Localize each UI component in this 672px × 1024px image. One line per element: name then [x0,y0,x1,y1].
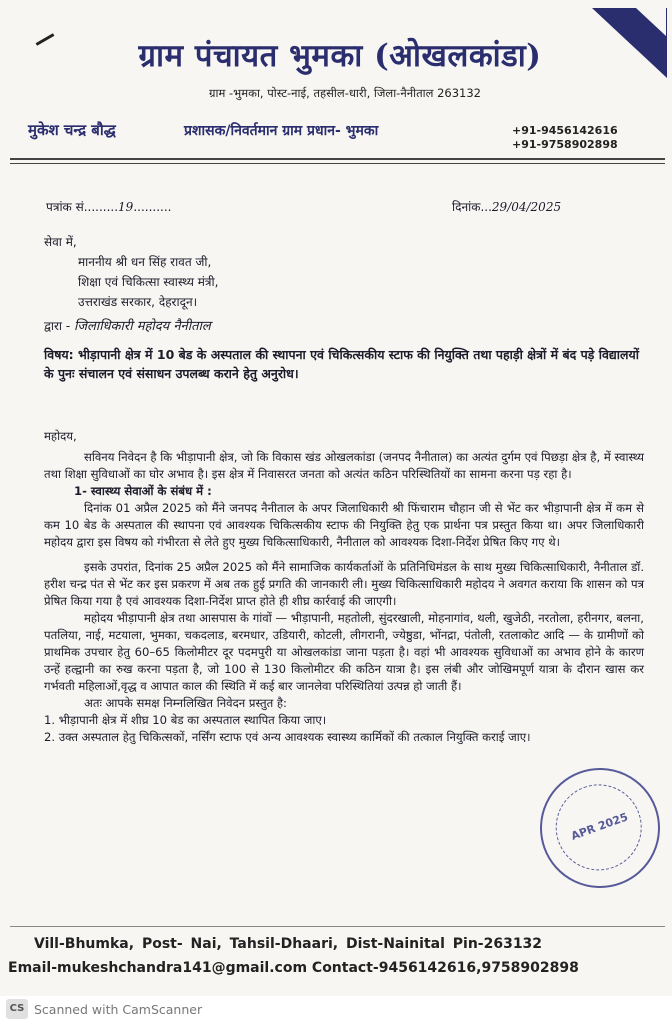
header-divider-top [10,158,665,160]
admin-role: प्रशासक/निवर्तमान ग्राम प्रधान- भुमका [184,123,379,139]
letterhead-address: ग्राम -भुमका, पोस्ट-नाई, तहसील-धारी, जिला-नैनीताल 263132 [209,86,481,100]
letterhead-title: ग्राम पंचायत भुमका (ओखलकांडा) [138,38,542,74]
via-handwritten: जिलाधिकारी महोदय नैनीताल [74,319,211,334]
via-line [44,316,211,334]
reference-number [46,198,171,215]
camscanner-icon: CS [6,999,28,1019]
recipient-line-2: शिक्षा एवं चिकित्सा स्वास्थ्य मंत्री, [78,275,219,289]
footer-divider [10,926,665,927]
phone-numbers [512,124,618,152]
paragraph-5: अतः आपके समक्ष निम्नलिखित निवेदन प्रस्तुत है: [84,696,287,710]
request-item-2: 2. उक्त अस्पताल हेतु चिकित्सकों, नर्सिंग स्टाफ एवं अन्य आवश्यक स्वास्थ्य कार्मिकों की तत्काल नियुक्ति कराई जाए। [44,730,531,744]
scanner-watermark-text: Scanned with CamScanner [34,1002,203,1017]
paragraph-4: महोदय भीड़ापानी क्षेत्र तथा आसपास के गांवों — भीड़ापानी, महतोली, सुंदरखाली, मोहनागांव, थली, खुजेठी, नरतोला, हरीनगर, बलना, पतलिया, नाई, मटयाला, भुमका, चकदलाड, बरमधार, उडियारी, कोटली, लीगरानी, ज्येष्ठुडा, भोंनद्रा, पंतोली, रतलाकोट आदि — के ग्रामीणों को प्राथमिक उपचार हेतु 60–65 किलोमीटर दूर पदमपुरी या ओखलकांडा जाना पड़ता है। वहां भी आवश्यक सुविधाओं का अभाव होने के कारण उन्हें हल्द्वानी का रुख करना पड़ता है, जो 100 से 130 किलोमीटर की कठिन यात्रा है। इस लंबी और जोखिमपूर्ण यात्रा के दौरान खास कर गर्भवती महिलाओं,वृद्ध व आपात काल की स्थिति में कई बार जानलेवा परिस्थितियां उत्पन्न हो जाती हैं। [44,611,644,693]
paragraph-1: सविनय निवेदन है कि भीड़ापानी क्षेत्र, जो कि विकास खंड ओखलकांडा (जनपद नैनीताल) का अत्यंत दुर्गम एवं पिछड़ा क्षेत्र है, में स्वास्थ्य तथा शिक्षा सुविधाओं का घोर अभाव है। इस क्षेत्र में निवासरत जनता को अत्यंत कठिन परिस्थितियों का सामना करना पड़ रहा है। [44,450,644,481]
corner-decoration [36,33,55,46]
phone-2: +91-9758902898 [512,138,618,151]
to-label: सेवा में, [44,235,77,249]
ref-label: पत्रांक सं......... [46,200,119,214]
ref-dots: .......... [133,200,172,214]
paragraph-3: इसके उपरांत, दिनांक 25 अप्रैल 2025 को मैंने सामाजिक कार्यकर्ताओं के प्रतिनिधिमंडल के साथ मुख्य चिकित्साधिकारी, नैनीताल डॉ. हरीश चन्द्र पंत से भेंट कर इस प्रकरण में अब तक हुई प्रगति की जानकारी ली। मुख्य चिकित्साधिकारी महोदय ने अवगत कराया कि शासन को पत्र प्रेषित किया गया है एवं आवश्यक दिशा-निर्देश प्राप्त होते ही शीघ्र कार्रवाई की जाएगी। [44,560,644,608]
phone-1: +91-9456142616 [512,124,618,137]
recipient-line-1: माननीय श्री धन सिंह रावत जी, [78,255,212,269]
paragraph-2: दिनांक 01 अप्रैल 2025 को मैंने जनपद नैनीताल के अपर जिलाधिकारी श्री फिंचाराम चौहान जी से भेंट कर भीड़ापानी क्षेत्र में कम से कम 10 बेड के अस्पताल की स्थापना एवं आवश्यक चिकित्सकीय स्टाफ की नियुक्ति हेतु एक प्रार्थना पत्र प्रस्तुत किया था। अपर जिलाधिकारी महोदय द्वारा इस विषय को गंभीरता से लेते हुए मुख्य चिकित्साधिकारी, नैनीताल को आवश्यक दिशा-निर्देश प्रेषित किए गए थे। [44,501,644,549]
ref-value: 19 [118,200,134,214]
section-heading-health: 1- स्वास्थ्य सेवाओं के संबंध में : [74,484,212,498]
header-divider-bottom [10,163,665,164]
letter-date [452,198,561,215]
received-stamp [523,751,672,905]
salutation: महोदय, [44,429,77,443]
stamp-text: APR 2025 [569,810,630,843]
footer-address: Vill-Bhumka, Post- Nai, Tahsil-Dhaari, Dist-Nainital Pin-263132 [34,936,543,952]
subject-line: विषय: भीड़ापानी क्षेत्र में 10 बेड के अस्पताल की स्थापना एवं चिकित्सकीय स्टाफ की नियुक्ति तथा पहाड़ी क्षेत्रों में बंद पड़े विद्यालयों के पुनः संचालन एवं संसाधन उपलब्ध कराने हेतु अनुरोध। [44,347,639,381]
via-label: द्वारा - [44,319,71,333]
recipient-line-3: उत्तराखंड सरकार, देहरादून। [78,295,198,309]
admin-name: मुकेश चन्द्र बौद्ध [28,121,116,139]
request-item-1: 1. भीड़ापानी क्षेत्र में शीघ्र 10 बेड का अस्पताल स्थापित किया जाए। [44,713,327,727]
footer-contact: Email-mukeshchandra141@gmail.com Contact-9456142616,9758902898 [8,960,579,976]
date-label: दिनांक... [452,200,492,214]
recipient-block [44,232,219,312]
date-value: 29/04/2025 [491,200,562,214]
letter-body [44,428,644,746]
corner-triangle-inner [636,8,666,36]
